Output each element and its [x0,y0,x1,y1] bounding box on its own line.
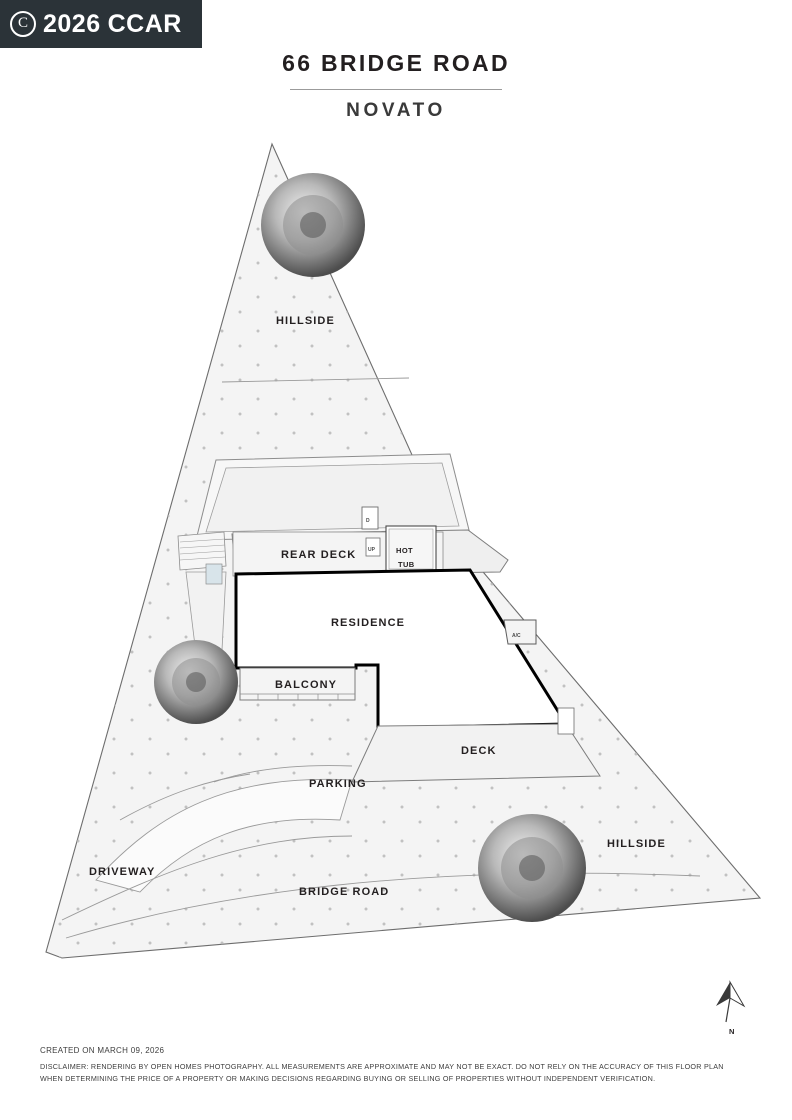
copyright-icon: C [10,11,36,37]
area-label-hot-tub-line1: HOT [396,546,414,555]
ac-unit [504,620,536,644]
rear-step-marker [362,507,378,529]
down-stair-label: D [366,518,370,524]
tree-upper [261,173,365,277]
site-plan-diagram [0,120,792,1040]
area-label-hillside-bottom: HILLSIDE [607,838,666,850]
area-label-driveway: DRIVEWAY [89,866,156,878]
created-on-text: CREATED ON MARCH 09, 2026 [40,1046,165,1055]
compass-north-label: N [729,1027,735,1036]
area-label-residence: RESIDENCE [331,617,406,629]
footer-block [40,1046,752,1085]
area-label-bridge-road: BRIDGE ROAD [299,886,390,898]
area-label-rear-deck: REAR DECK [281,549,357,561]
title-block [0,50,792,122]
area-label-balcony: BALCONY [275,679,338,691]
area-label-deck: DECK [461,745,497,757]
page-subtitle: NOVATO [346,100,446,121]
copyright-badge [0,0,202,48]
up-stair-label: UP [368,547,375,553]
copyright-year: 2026 [43,9,101,38]
disclaimer-text: DISCLAIMER: RENDERING BY OPEN HOMES PHOTOGRAPHY. ALL MEASUREMENTS ARE APPROXIMATE AND MAY NOT BE EXACT. DO NOT RELY ON THE ACCURACY OF THIS FLOOR PLAN WHEN DETERMINING THE PRICE OF A PROPERTY OR MAKING DECISIONS REGARDING BUYING OR SELLING OF PROPERTIES WITHOUT INDEPENDENT VERIFICATION. [40,1062,724,1083]
tree-left [154,640,238,724]
up-stair-marker [366,538,380,556]
compass-rose [716,982,744,1036]
tree-lower [478,814,586,922]
ac-unit-label: A/C [512,633,521,639]
area-label-parking: PARKING [309,778,367,790]
area-label-hillside-top: HILLSIDE [276,315,335,327]
copyright-organization: CCAR [107,9,182,38]
page-title: 66 BRIDGE ROAD [282,50,510,76]
title-divider [290,89,502,90]
area-label-hot-tub-line2: TUB [398,560,415,569]
